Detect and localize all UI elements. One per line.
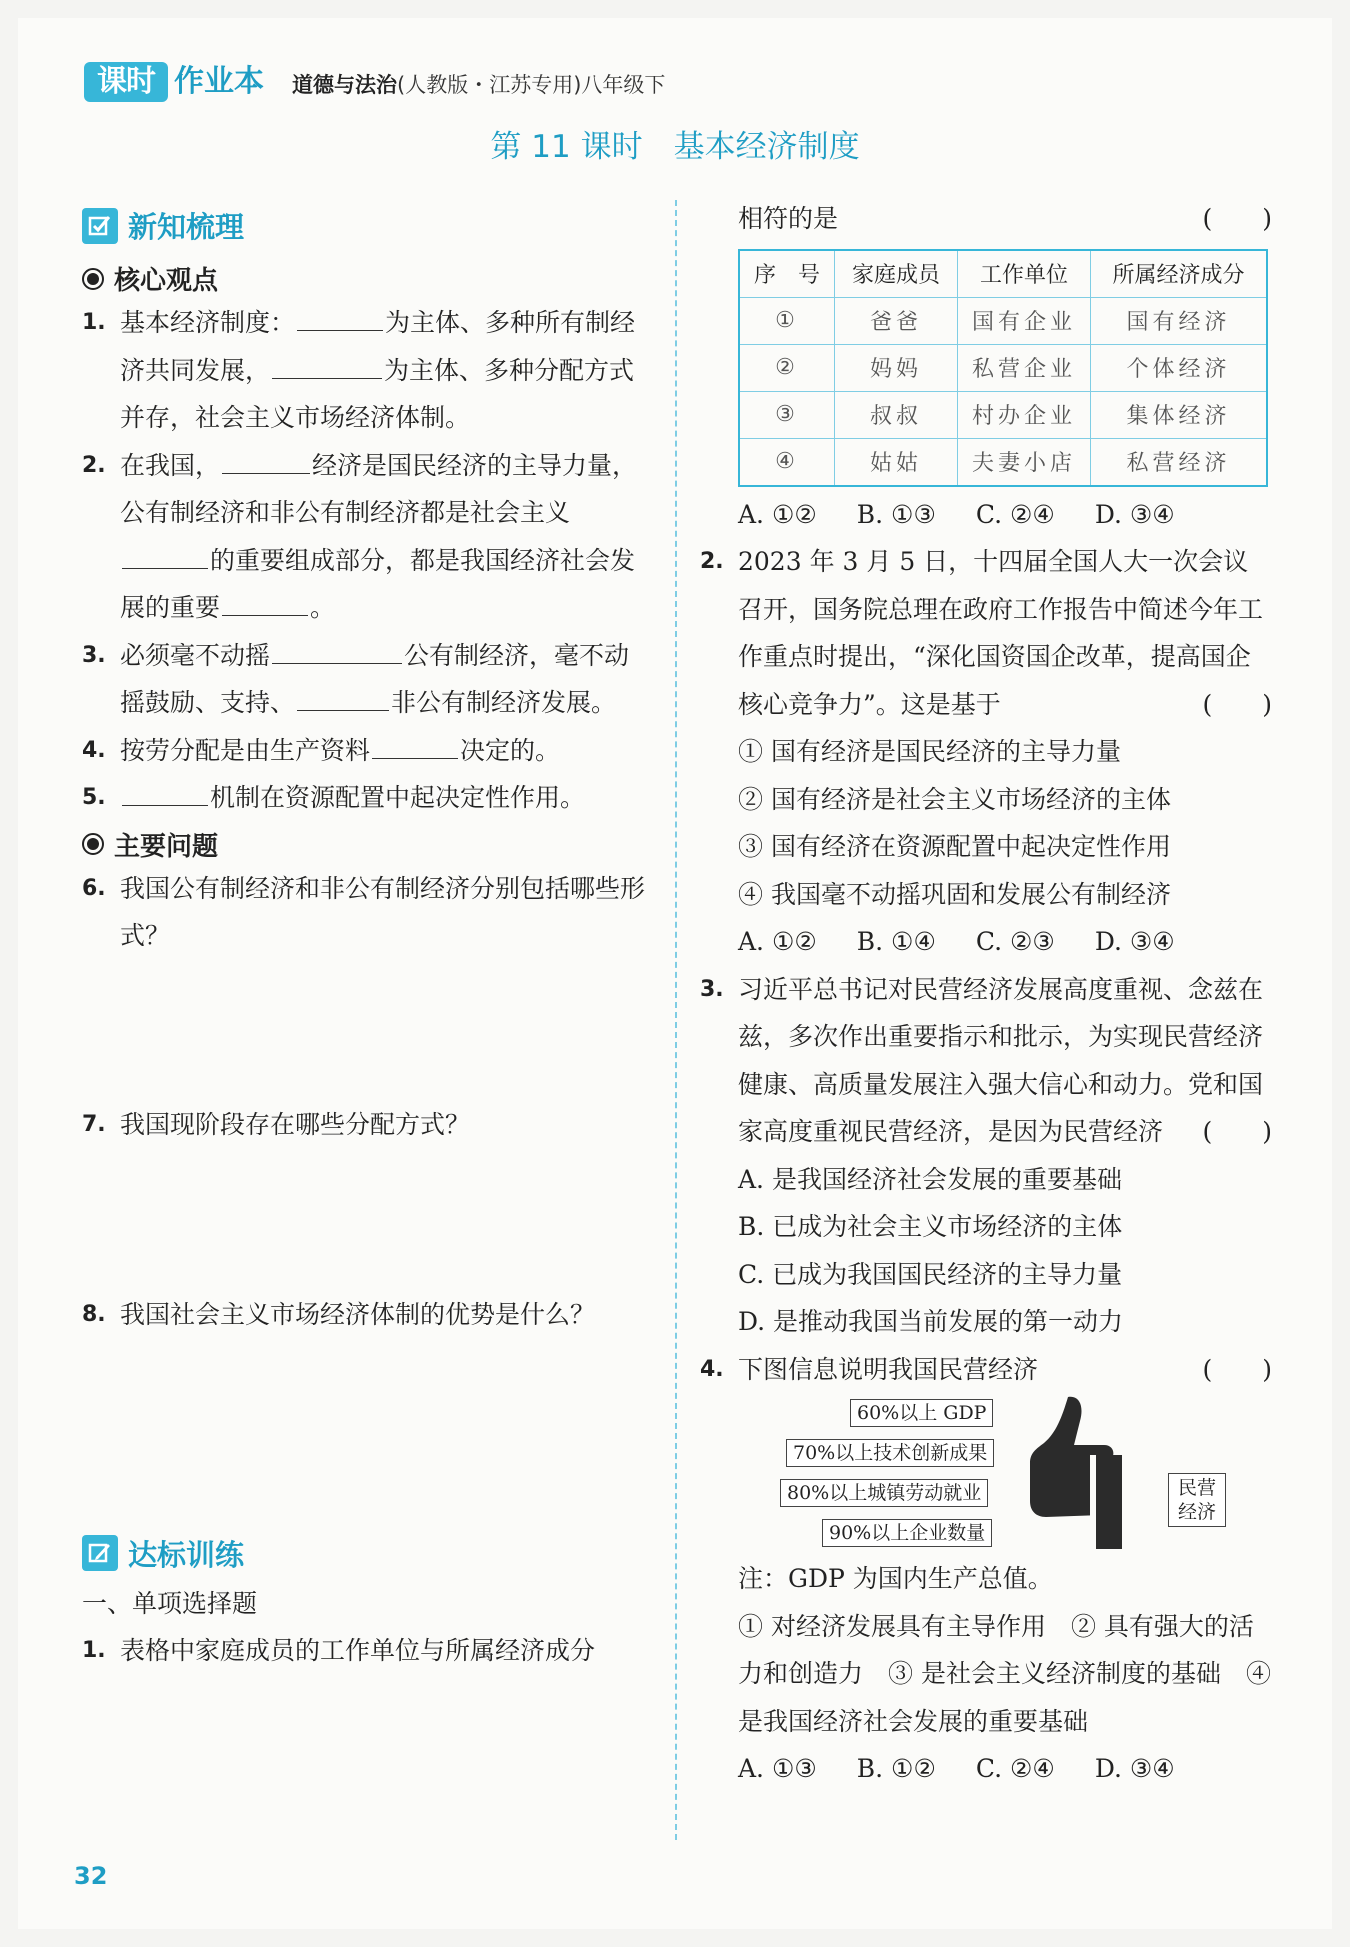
question-text: 相符的是 — [738, 204, 839, 233]
mc4-items: ① 对经济发展具有主导作用 ② 具有强大的活力和创造力 ③ 是社会主义经济制度的基础 ④ 是我国经济社会发展的重要基础 — [738, 1611, 1271, 1736]
left-column — [82, 205, 652, 1674]
stat-bar-enterprises: 90%以上企业数量 — [822, 1519, 992, 1547]
table-cell: 国有经济 — [1091, 297, 1268, 344]
question-number: 8. — [82, 1301, 106, 1327]
subheader-core-points — [82, 260, 652, 297]
mc-question-3 — [700, 966, 1272, 1156]
private-economy-label — [1168, 1473, 1226, 1527]
option-c[interactable]: C. 已成为我国国民经济的主导力量 — [738, 1259, 1123, 1289]
option-a[interactable]: A. ①② — [738, 927, 817, 956]
q2-text-d: 。 — [310, 593, 336, 622]
table-cell: 村办企业 — [958, 391, 1091, 438]
answer-paren[interactable]: ( ) — [1202, 204, 1272, 233]
q1-text-a: 基本经济制度： — [120, 308, 296, 337]
part-label: 一、单项选择题 — [82, 1588, 258, 1618]
brand-logo: 课时 — [84, 62, 168, 102]
column-divider — [675, 200, 677, 1840]
answer-paren[interactable]: ( ) — [1202, 689, 1272, 719]
question-text — [738, 966, 1272, 1156]
answer-paren[interactable]: ( ) — [1202, 1354, 1272, 1384]
family-table — [738, 249, 1268, 487]
thumbs-up-icon — [1006, 1393, 1126, 1553]
table-row — [739, 344, 1267, 391]
subject-name: 道德与法治 — [292, 73, 397, 97]
subheader-main-questions — [82, 826, 652, 863]
q1-text-b: 为主体、多种所有制经济共同发展， — [120, 308, 636, 385]
q1-text-c: 为主体、多种分配方式并存，社会主义市场经济体制。 — [120, 355, 635, 432]
table-cell: 国有企业 — [958, 297, 1091, 344]
question-text — [120, 442, 652, 632]
brand-name: 作业本 — [174, 64, 264, 99]
table-cell: 妈妈 — [835, 344, 958, 391]
question-text — [738, 1346, 1272, 1394]
question-6 — [82, 865, 652, 1101]
question-text — [738, 538, 1272, 728]
pencil-icon — [82, 1535, 118, 1571]
header-subject — [292, 70, 665, 100]
mc2-options — [700, 918, 1272, 966]
column-header: 序 号 — [739, 250, 835, 298]
question-number: 2. — [700, 549, 724, 574]
table-cell: 集体经济 — [1091, 391, 1268, 438]
mc1-options — [700, 491, 1272, 539]
statement-item: ③ 国有经济在资源配置中起决定性作用 — [738, 832, 1171, 861]
statement-item: ④ 我国毫不动摇巩固和发展公有制经济 — [738, 879, 1171, 909]
section-header-training — [82, 1533, 652, 1574]
q2-text-c: 的重要组成部分，都是我国经济社会发展的重要 — [120, 545, 636, 622]
answer-paren[interactable]: ( ) — [1202, 1117, 1272, 1146]
label-line: 经济 — [1177, 1501, 1216, 1523]
answer-blank[interactable] — [297, 302, 383, 331]
question-text: 我国现阶段存在哪些分配方式？ — [120, 1109, 471, 1139]
section-header-new-knowledge — [82, 205, 652, 246]
mc-question-1-intro — [82, 1627, 652, 1675]
section-label: 新知梳理 — [128, 210, 245, 244]
column-header: 工作单位 — [958, 250, 1091, 298]
question-5 — [82, 774, 652, 822]
statement-item: ① 国有经济是国民经济的主导力量 — [738, 737, 1121, 766]
question-text: 表格中家庭成员的工作单位与所属经济成分 — [120, 1635, 596, 1665]
question-1 — [82, 299, 652, 442]
fill-blank-questions — [82, 299, 652, 822]
page-number: 32 — [74, 1862, 108, 1890]
question-number: 4. — [82, 737, 106, 763]
option-b[interactable]: B. ①③ — [856, 499, 936, 529]
table-cell: 夫妻小店 — [958, 438, 1091, 486]
answer-blank[interactable] — [122, 540, 208, 569]
option-d[interactable]: D. ③④ — [1094, 1754, 1175, 1783]
subheader-label: 核心观点 — [114, 266, 219, 296]
bullet-icon — [82, 833, 104, 855]
question-number: 5. — [82, 785, 106, 810]
table-cell: ① — [739, 297, 835, 344]
answer-blank[interactable] — [222, 587, 308, 616]
option-d[interactable]: D. ③④ — [1094, 499, 1175, 529]
table-row — [739, 438, 1267, 486]
mc3-options — [700, 1156, 1272, 1346]
private-economy-figure — [738, 1393, 1272, 1555]
option-b[interactable]: B. ①② — [856, 1754, 936, 1783]
question-stem: 下图信息说明我国民营经济 — [738, 1354, 1039, 1384]
lesson-title: 第 11 课时 基本经济制度 — [490, 129, 860, 165]
q3-text-a: 必须毫不动摇 — [120, 640, 271, 670]
question-stem: 2023 年 3 月 5 日，十四届全国人大一次会议召开，国务院总理在政府工作报告中简述今年工作重点时提出，“深化国资国企改革，提高国企核心竞争力”。这是基于 — [738, 547, 1264, 719]
q4-text-b: 决定的。 — [460, 735, 561, 765]
option-a[interactable]: A. ①③ — [738, 1754, 817, 1783]
question-8 — [82, 1291, 652, 1521]
option-a[interactable]: A. ①② — [738, 499, 817, 529]
bullet-icon — [82, 268, 104, 290]
column-header: 所属经济成分 — [1091, 250, 1268, 298]
question-number: 7. — [82, 1111, 106, 1137]
table-cell: 私营企业 — [958, 344, 1091, 391]
question-7 — [82, 1101, 652, 1291]
option-b[interactable]: B. ①④ — [856, 927, 936, 956]
column-header: 家庭成员 — [835, 250, 958, 298]
option-c[interactable]: C. ②③ — [975, 927, 1055, 956]
table-row — [739, 391, 1267, 438]
question-stem: 习近平总书记对民营经济发展高度重视、念兹在兹，多次作出重要指示和批示，为实现民营经济健康、高质量发展注入强大信心和动力。党和国家高度重视民营经济，是因为民营经济 — [738, 974, 1264, 1146]
short-answer-questions — [82, 865, 652, 1521]
figure-note: 注：GDP 为国内生产总值。 — [738, 1564, 1053, 1593]
q3-text-b: 公有制经济，毫不动摇鼓励、支持、 — [120, 640, 630, 717]
answer-blank[interactable] — [272, 350, 382, 379]
table-cell: 私营经济 — [1091, 438, 1268, 486]
question-number: 4. — [700, 1356, 724, 1382]
table-cell: ② — [739, 344, 835, 391]
question-text — [120, 727, 652, 775]
question-number: 3. — [82, 642, 106, 668]
question-2 — [82, 442, 652, 632]
edition-text: (人教版・江苏专用)八年级下 — [397, 73, 666, 97]
mc-question-4 — [700, 1346, 1272, 1394]
subheader-label: 主要问题 — [114, 831, 219, 862]
option-b[interactable]: B. 已成为社会主义市场经济的主体 — [738, 1212, 1123, 1241]
mc2-items — [700, 728, 1272, 918]
option-c[interactable]: C. ②④ — [975, 1754, 1055, 1783]
question-text — [120, 299, 652, 442]
table-row — [739, 297, 1267, 344]
answer-blank[interactable] — [372, 730, 458, 759]
right-column — [700, 195, 1272, 1793]
table-cell: ④ — [739, 438, 835, 486]
table-cell: ③ — [739, 391, 835, 438]
answer-blank[interactable] — [122, 777, 208, 806]
option-c[interactable]: C. ②④ — [975, 499, 1055, 529]
stat-bar-innovation: 70%以上技术创新成果 — [786, 1439, 994, 1467]
stat-bar-gdp: 60%以上 GDP — [850, 1399, 993, 1427]
statement-item: ② 国有经济是社会主义市场经济的主体 — [738, 784, 1171, 814]
answer-blank[interactable] — [297, 682, 389, 711]
q2-text-a: 在我国， — [120, 450, 221, 480]
stat-bar-employment: 80%以上城镇劳动就业 — [780, 1479, 988, 1507]
q4-text-a: 按劳分配是由生产资料 — [120, 735, 371, 765]
question-text: 我国公有制经济和非公有制经济分别包括哪些形式？ — [120, 873, 646, 950]
mc4-options — [700, 1745, 1272, 1793]
mc1-continued — [700, 195, 1272, 243]
table-cell: 个体经济 — [1091, 344, 1268, 391]
question-number: 3. — [700, 976, 724, 1002]
option-a[interactable]: A. 是我国经济社会发展的重要基础 — [738, 1164, 1122, 1194]
question-text — [120, 632, 652, 727]
option-d[interactable]: D. ③④ — [1094, 927, 1175, 956]
q5-text: 机制在资源配置中起决定性作用。 — [210, 783, 586, 812]
question-number: 6. — [82, 875, 106, 901]
question-text — [120, 774, 652, 822]
table-cell: 叔叔 — [835, 391, 958, 438]
mc-question-2 — [700, 538, 1272, 728]
question-number: 2. — [82, 452, 106, 478]
question-number: 1. — [82, 310, 106, 335]
question-3 — [82, 632, 652, 727]
option-d[interactable]: D. 是推动我国当前发展的第一动力 — [738, 1307, 1124, 1336]
question-4 — [82, 727, 652, 775]
section-label: 达标训练 — [128, 1537, 245, 1572]
label-line: 民营 — [1177, 1477, 1216, 1499]
question-number: 1. — [82, 1637, 106, 1663]
checkbox-icon — [82, 208, 118, 244]
table-cell: 姑姑 — [835, 438, 958, 486]
q2-text-b: 经济是国民经济的主导力量，公有制经济和非公有制经济都是社会主义 — [120, 450, 638, 527]
q3-text-c: 非公有制经济发展。 — [391, 688, 617, 717]
table-header-row — [739, 250, 1267, 298]
question-text: 我国社会主义市场经济体制的优势是什么？ — [120, 1299, 596, 1329]
answer-blank[interactable] — [222, 445, 310, 474]
answer-blank[interactable] — [272, 635, 402, 664]
table-cell: 爸爸 — [835, 297, 958, 344]
